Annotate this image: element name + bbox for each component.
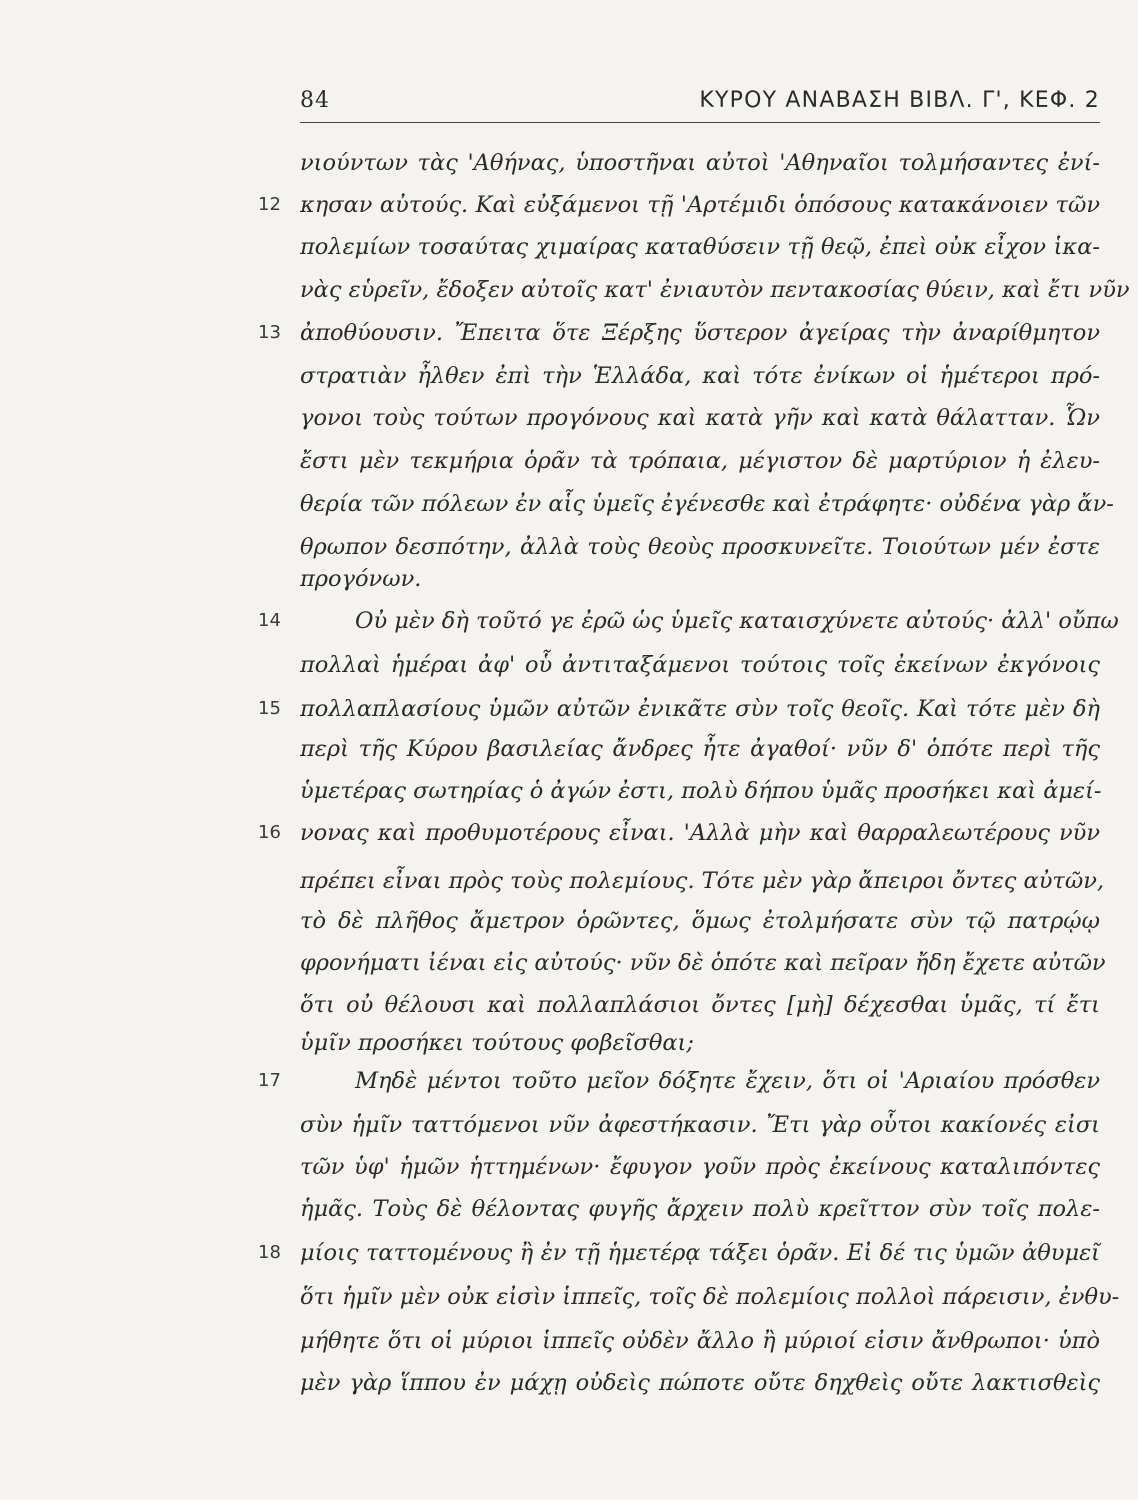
text-line: πρέπει εἶναι πρὸς τοὺς πολεμίους. Τότε μὲν γὰρ ἄπειροι ὄντες αὐτῶν, [300, 868, 1105, 894]
text-line: προγόνων. [300, 566, 422, 592]
text-line: σὺν ἡμῖν ταττόμενοι νῦν ἀφεστήκασιν. Ἔτι γὰρ οὗτοι κακίονές εἰσι [300, 1112, 1100, 1138]
section-number-16: 16 [258, 822, 281, 843]
text-line: κησαν αὐτούς. Καὶ εὐξάμενοι τῇ 'Αρτέμιδι ὁπόσους κατακάνοιεν τῶν [300, 192, 1100, 218]
running-title: ΚΥΡΟΥ ΑΝΑΒΑΣΗ ΒΙΒΛ. Γ', ΚΕΦ. 2 [699, 88, 1100, 113]
header-rule [300, 122, 1100, 123]
page-number: 84 [300, 88, 330, 113]
text-line: πολλαὶ ἡμέραι ἀφ' οὗ ἀντιταξάμενοι τούτοις τοῖς ἐκείνων ἐκγόνοις [300, 652, 1100, 678]
text-line: θρωπον δεσπότην, ἀλλὰ τοὺς θεοὺς προσκυνεῖτε. Τοιούτων μέν ἐστε [300, 534, 1100, 560]
text-line: ὑμῖν προσήκει τούτους φοβεῖσθαι; [300, 1030, 694, 1056]
section-number-13: 13 [258, 322, 281, 343]
section-number-14: 14 [258, 610, 281, 631]
text-line: μήθητε ὅτι οἱ μύριοι ἱππεῖς οὐδὲν ἄλλο ἢ μύριοί εἰσιν ἄνθρωποι· ὑπὸ [300, 1328, 1100, 1354]
text-line: ἀποθύουσιν. Ἔπειτα ὅτε Ξέρξης ὕστερον ἀγείρας τὴν ἀναρίθμητον [300, 320, 1100, 346]
section-number-15: 15 [258, 698, 281, 719]
text-line: πολλαπλασίους ὑμῶν αὐτῶν ἐνικᾶτε σὺν τοῖς θεοῖς. Καὶ τότε μὲν δὴ [300, 696, 1100, 722]
text-line: ἡμᾶς. Τοὺς δὲ θέλοντας φυγῆς ἄρχειν πολὺ κρεῖττον σὺν τοῖς πολε- [300, 1196, 1100, 1222]
page-header [300, 88, 1100, 120]
text-line: πολεμίων τοσαύτας χιμαίρας καταθύσειν τῇ θεῷ, ἐπεὶ οὐκ εἶχον ἱκα- [300, 234, 1100, 260]
text-line: Μηδὲ μέντοι τοῦτο μεῖον δόξητε ἔχειν, ὅτι οἱ 'Αριαίου πρόσθεν [355, 1068, 1100, 1094]
section-number-18: 18 [258, 1242, 281, 1263]
text-line: ὅτι οὐ θέλουσι καὶ πολλαπλάσιοι ὄντες [μὴ] δέχεσθαι ὑμᾶς, τί ἔτι [300, 992, 1100, 1018]
text-line: γονοι τοὺς τούτων προγόνους καὶ κατὰ γῆν καὶ κατὰ θάλατταν. Ὧν [300, 405, 1100, 431]
text-line: στρατιὰν ἦλθεν ἐπὶ τὴν Ἑλλάδα, καὶ τότε ἐνίκων οἱ ἡμέτεροι πρό- [300, 363, 1100, 389]
text-line: νὰς εὑρεῖν, ἔδοξεν αὐτοῖς κατ' ἐνιαυτὸν πεντακοσίας θύειν, καὶ ἔτι νῦν [300, 277, 1130, 303]
text-line: ὑμετέρας σωτηρίας ὁ ἀγών ἐστι, πολὺ δήπου ὑμᾶς προσήκει καὶ ἀμεί- [300, 778, 1102, 804]
text-line: ὅτι ἡμῖν μὲν οὐκ εἰσὶν ἱππεῖς, τοῖς δὲ πολεμίοις πολλοὶ πάρεισιν, ἐνθυ- [300, 1284, 1120, 1310]
section-number-17: 17 [258, 1070, 281, 1091]
text-line: νονας καὶ προθυμοτέρους εἶναι. 'Αλλὰ μὴν καὶ θαρραλεωτέρους νῦν [300, 820, 1100, 846]
text-line: θερία τῶν πόλεων ἐν αἷς ὑμεῖς ἐγένεσθε καὶ ἐτράφητε· οὐδένα γὰρ ἄν- [300, 491, 1114, 517]
text-line: ἔστι μὲν τεκμήρια ὁρᾶν τὰ τρόπαια, μέγιστον δὲ μαρτύριον ἡ ἐλευ- [300, 448, 1100, 474]
text-line: φρονήματι ἰέναι εἰς αὐτούς· νῦν δὲ ὁπότε καὶ πεῖραν ἤδη ἔχετε αὐτῶν [300, 950, 1106, 976]
section-number-12: 12 [258, 194, 281, 215]
text-line: μίοις ταττομένους ἢ ἐν τῇ ἡμετέρᾳ τάξει ὁρᾶν. Εἰ δέ τις ὑμῶν ἀθυμεῖ [300, 1240, 1100, 1266]
text-line: μὲν γὰρ ἵππου ἐν μάχῃ οὐδεὶς πώποτε οὔτε δηχθεὶς οὔτε λακτισθεὶς [300, 1370, 1100, 1396]
text-line: Οὐ μὲν δὴ τοῦτό γε ἐρῶ ὡς ὑμεῖς καταισχύνετε αὐτούς· ἀλλ' οὔπω [355, 608, 1119, 634]
text-line: τῶν ὑφ' ἡμῶν ἡττημένων· ἔφυγον γοῦν πρὸς ἐκείνους καταλιπόντες [300, 1154, 1100, 1180]
text-line: τὸ δὲ πλῆθος ἄμετρον ὁρῶντες, ὅμως ἐτολμήσατε σὺν τῷ πατρῴῳ [300, 908, 1100, 934]
text-line: νιούντων τὰς 'Αθήνας, ὑποστῆναι αὐτοὶ 'Αθηναῖοι τολμήσαντες ἐνί- [300, 150, 1100, 176]
text-line: περὶ τῆς Κύρου βασιλείας ἄνδρες ἦτε ἀγαθοί· νῦν δ' ὁπότε περὶ τῆς [300, 736, 1100, 762]
